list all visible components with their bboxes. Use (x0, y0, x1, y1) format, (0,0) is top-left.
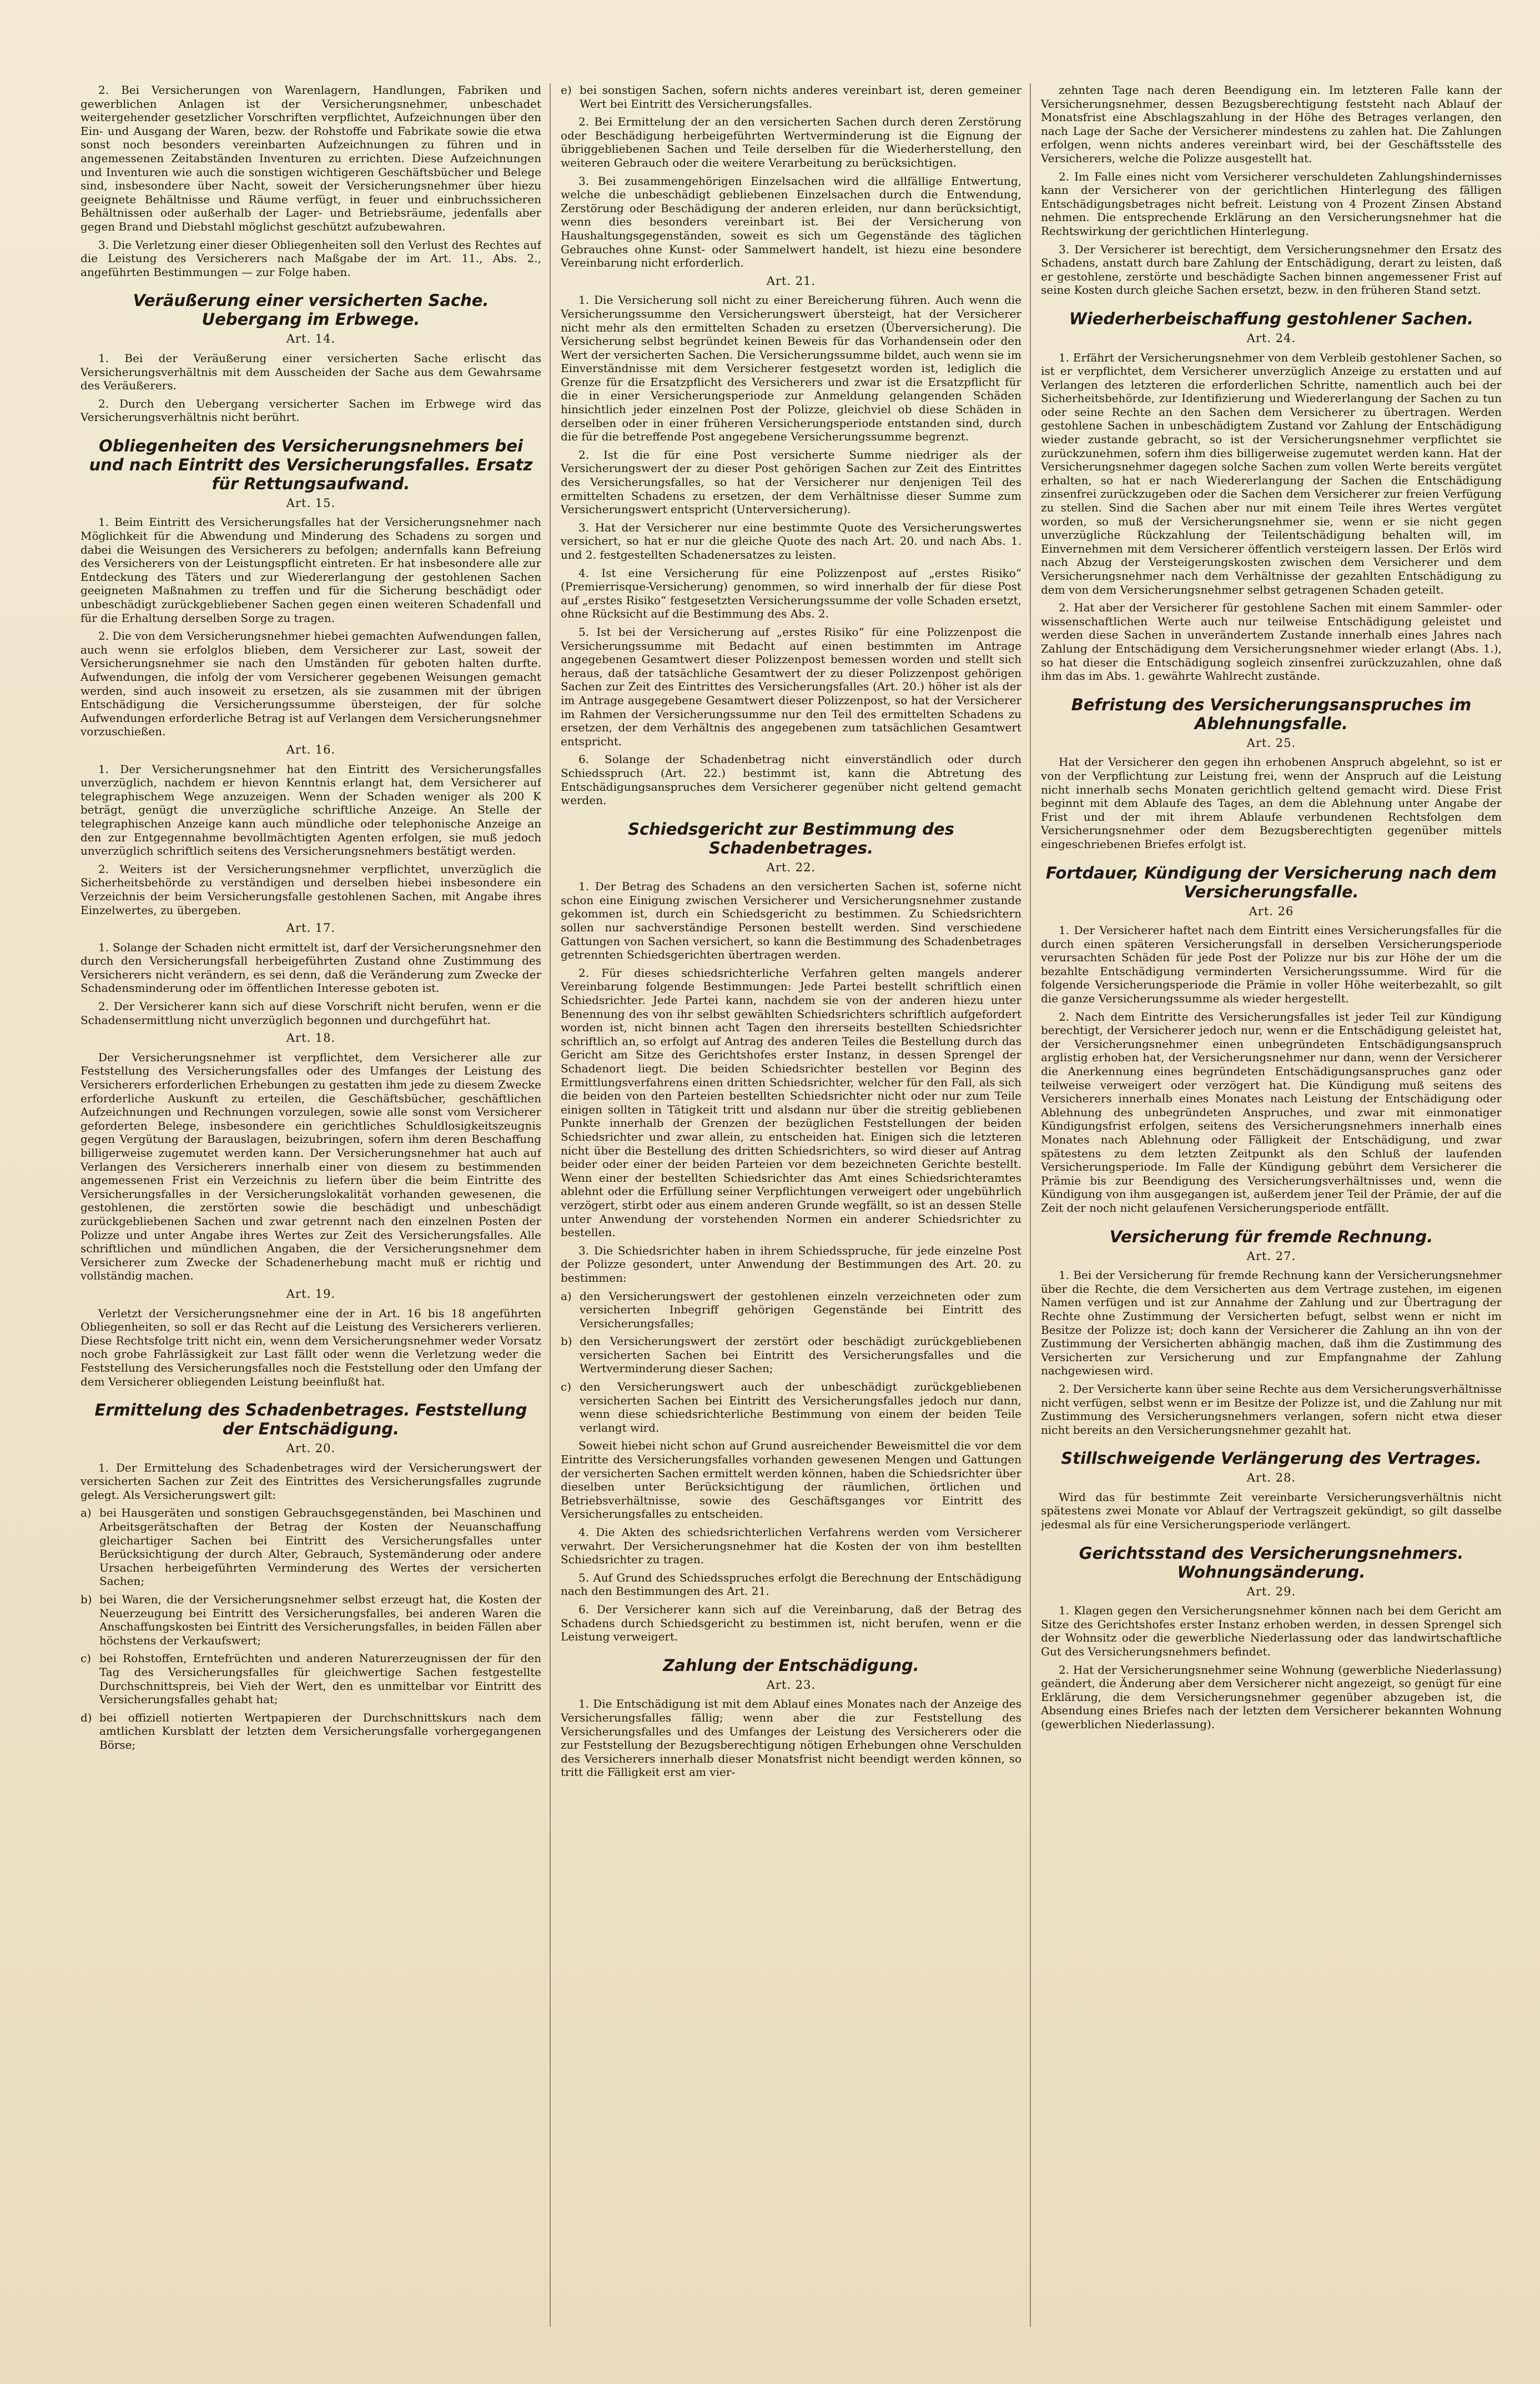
section-heading: Gerichtsstand des Versicherungsnehmers. Wohnungsänderung. (1079, 1543, 1464, 1582)
list-text: den Versicherungswert der zerstört oder beschädigt zurückgebliebenen versicherten Sachen bei Eintritt des Versicherungsfalles und die Wertverminderung dieser Sachen; (580, 1334, 1021, 1376)
paragraph: Der Versicherungsnehmer ist verpflichtet, dem Versicherer alle zur Feststellung des Versicherungsfalles oder des Umfanges der Leistung des Versicherers erforderlichen Erhebungen zu gestatten ihm jede zu diesem Zwecke erforderliche Auskunft zu erteilen, die Geschäftsbücher, geschäftlichen Aufzeichnungen und Rechnungen vorzulegen, sowie alle sonst vom Versicherer geforderten Belege, insbesondere ein gerichtliches Schuldlosigkeitszeugnis gegen Vergütung der Barauslagen, beizubringen, sofern ihm deren Beschaffung billigerweise zugemutet werden kann. Der Versicherungsnehmer hat auch auf Verlangen des Versicherers innerhalb einer von diesem zu bestimmenden angemessenen Frist ein Verzeichnis zu liefern über die beim Eintritte des Versicherungsfalles in der Versicherungslokalität vorhanden gewesenen, die gestohlenen, die zerstörten sowie die beschädigt und unbeschädigt zurückgebliebenen Sachen und zwar getrennt nach den einzelnen Posten der Polizze und unter Angabe ihres Wertes zur Zeit des Versicherungsfalles. Alle schriftlichen und mündlichen Angaben, die der Versicherungsnehmer dem Versicherer zum Zwecke der Schadenerhebung macht muß er richtig und vollständig machen. (80, 1050, 541, 1283)
paragraph: 2. Ist die für eine Post versicherte Summe niedriger als der Versicherungswert der zu dieser Post gehörigen Sachen zur Zeit des Eintrittes des Versicherungsfalles, so hat der Versicherer nur denjenigen Teil des ermittelten Schadens zu ersetzen, der dem Verhältnisse dieser Summe zum Versicherungswert entspricht (Unterversicherung). (561, 448, 1021, 516)
paragraph: 2. Der Versicherte kann über seine Rechte aus dem Versicherungsverhältnisse nicht verfügen, selbst wenn er im Besitze der Polizze ist, und die Zahlung nur mit Zustimmung des Versicherungsnehmers verlangen, sofern nicht etwa dieser nicht bereits an den Versicherungsnehmer gezahlt hat. (1041, 1382, 1502, 1437)
list-text: den Versicherungswert auch der unbeschädigt zurückgebliebenen versicherten Sachen bei Eintritt des Versicherungsfalles jedoch nur dann, wenn diese schiedsrichterliche Bestimmung von einem der beiden Teile verlangt wird. (580, 1380, 1021, 1434)
paragraph: 2. Durch den Uebergang versicherter Sachen im Erbwege wird das Versicherungsverhältnis nicht berührt. (80, 397, 541, 424)
section-heading: Versicherung für fremde Rechnung. (1109, 1227, 1433, 1246)
paragraph: 1. Der Versicherungsnehmer hat den Eintritt des Versicherungsfalles unverzüglich, nachdem er hievon Kenntnis erlangt hat, dem Versicherer auf telegraphischem Wege anzuzeigen. Wenn der Schaden weniger als 200 K beträgt, genügt die unverzügliche schriftliche Anzeige. An Stelle der telegraphischen Anzeige kann auch mündliche oder telephonische Anzeige an den zur Entgegennahme bevollmächtigten Agenten erfolgen, sie muß jedoch unverzüglich schriftlich seitens des Versicherungsnehmers bestätigt werden. (80, 762, 541, 858)
list-item (561, 1334, 1021, 1376)
list-item (80, 1593, 541, 1647)
article-number: Art. 28. (1246, 1471, 1296, 1485)
section-heading: Befristung des Versicherungsanspruches im Ablehnungsfalle. (1071, 695, 1472, 733)
section-heading: Wiederherbeischaffung gestohlener Sachen. (1069, 309, 1474, 328)
paragraph: 3. Die Schiedsrichter haben in ihrem Schiedsspruche, für jede einzelne Post der Polizze gesondert, unter Anwendung der Bestimmungen des Art. 20. zu bestimmen: (561, 1243, 1021, 1284)
paragraph: 4. Die Akten des schiedsrichterlichen Verfahrens werden vom Versicherer verwahrt. Der Versicherungsnehmer hat die Kosten der von ihm bestellten Schiedsrichter zu tragen. (561, 1525, 1021, 1567)
paragraph: 1. Bei der Versicherung für fremde Rechnung kann der Versicherungsnehmer über die Rechte, die dem Versicherten aus dem Vertrage zustehen, im eigenen Namen verfügen und ist zur Annahme der Zahlung und zur Übertragung der Rechte ohne Zustimmung der Versicherten befugt, selbst wenn er nicht im Besitze der Polizze ist; doch kann der Versicherer die Zahlung an ihn von der Zustimmung der Versicherten abhängig machen, daß ihm die Zustimmung des Versicherten zur Versicherung und zur Empfangnahme der Zahlung nachgewiesen wird. (1041, 1268, 1502, 1378)
list-text: bei offiziell notierten Wertpapieren der Durchschnittskurs nach dem amtlichen Kursblatt der letzten dem Versicherungsfalle vorhergegangenen Börse; (99, 1710, 541, 1751)
column-rule (550, 83, 551, 2327)
paragraph: 2. Nach dem Eintritte des Versicherungsfalles ist jeder Teil zur Kündigung berechtigt, der Versicherer jedoch nur, wenn er die Entschädigung geleistet hat, der Versicherungsnehmer einen unbegründeten Entschädigungsanspruch arglistig erhoben hat, der Versicherungsnehmer nur dann, wenn der Versicherer die Anerkennung eines begründeten Entschädigungsanspruches ganz oder teilweise verweigert oder verzögert hat. Die Kündigung muß seitens des Versicherers innerhalb eines Monates nach Leistung der Entschädigung oder Ablehnung des unbegründeten Anspruches, und zwar mit einmonatiger Kündigungsfrist erfolgen, seitens des Versicherungsnehmers innerhalb eines Monates nach Ablehnung oder Fälligkeit der Entschädigung, und zwar spätestens zu dem letzten Zeitpunkt als den Schluß der laufenden Versicherungsperiode. Im Falle der Kündigung gebührt dem Versicherer die Prämie bis zur Beendigung des Versicherungsverhältnisses und, wenn die Kündigung von ihm ausgegangen ist, außerdem jener Teil der Prämie, der auf die Zeit der noch nicht gelaufenen Versicherungsperiode entfällt. (1041, 1010, 1502, 1214)
paragraph: 2. Im Falle eines nicht vom Versicherer verschuldeten Zahlungshindernisses kann der Versicherer von der gerichtlichen Hinterlegung des fälligen Entschädigungsbetrages nicht befreit. Leistung von 4 Prozent Zinsen Abstand nehmen. Die entsprechende Erklärung an den Versicherungsnehmer hat die Rechtswirkung der gerichtlichen Hinterlegung. (1041, 169, 1502, 238)
paragraph: 1. Erfährt der Versicherungsnehmer von dem Verbleib gestohlener Sachen, so ist er verpflichtet, dem Versicherer unverzüglich Anzeige zu erstatten und auf Verlangen des letzteren die erforderlichen Schritte, namentlich auch bei der Sicherheitsbehörde, zur Identifizierung und Wiedererlangung der Sachen zu tun oder seine Rechte an den Sachen dem Versicherer zu übertragen. Werden gestohlene Sachen in unbeschädigtem Zustand vor Zahlung der Entschädigung wieder zustande gebracht, so ist der Versicherungsnehmer verpflichtet sie zurückzunehmen, sofern ihm dies billigerweise zugemutet werden kann. Hat der Versicherungsnehmer dagegen solche Sachen zum vollen Werte bereits vergütet erhalten, so hat er nach Wiedererlangung der Sachen die Entschädigung zinsenfrei zurückzugeben oder die Sachen dem Versicherer zur freien Verfügung zu stellen. Sind die Sachen aber nur mit einem Teile ihres Wertes vergütet worden, so muß der Versicherungsnehmer sie, wenn er sie nicht gegen unverzügliche Rückzahlung der Teilentschädigung behalten will, im Einvernehmen mit dem Versicherer öffentlich versteigern lassen. Der Erlös wird nach Abzug der Versteigerungskosten zwischen dem Versicherer und dem Versicherungsnehmer nach dem Verhältnisse der gezahlten Entschädigung zu dem von dem Versicherungsnehmer selbst getragenen Schaden geteilt. (1041, 350, 1502, 596)
paragraph: 5. Auf Grund des Schiedsspruches erfolgt die Berechnung der Entschädigung nach den Bestimmungen des Art. 21. (561, 1570, 1021, 1598)
paragraph: 5. Ist bei der Versicherung auf „erstes Risiko“ für eine Polizzenpost die Versicherungssumme mit Bedacht auf einen bestimmten im Antrage angegebenen Gesamtwert dieser Polizzenpost bemessen worden und stellt sich heraus, daß der tatsächliche Gesamtwert der zu dieser Polizzenpost gehörigen Sachen zur Zeit des Eintrittes des Versicherungsfalles (Art. 20.) höher ist als der im Antrage ausgegebene Gesamtwert dieser Polizzenpost, so hat der Versicherer im Rahmen der Versicherungssumme nur den Teil des ermittelten Schadens zu ersetzen, der dem Verhältnis des angegebenen zum tatsächlichen Gesamtwert entspricht. (561, 625, 1021, 748)
list-item (561, 83, 1021, 111)
section-heading: Ermittelung des Schadenbetrages. Feststellung der Entschädigung. (94, 1401, 527, 1439)
paragraph: 1. Die Versicherung soll nicht zu einer Bereicherung führen. Auch wenn die Versicherungssumme den Versicherungswert übersteigt, hat der Versicherer nicht mehr als den ermittelten Schaden zu ersetzen (Überversicherung). Die Versicherung selbst begründet keinen Beweis für das Vorhandensein oder den Wert der versicherten Sachen. Die Versicherungssumme bildet, auch wenn sie im Einverständnisse mit dem Versicherer festgesetzt worden ist, lediglich die Grenze für die Ersatzpflicht des Versicherers und zwar ist die Ersatzpflicht für die in einer Versicherungsperiode zur Anmeldung gelangenden Schäden hinsichtlich jeder einzelnen Post der Polizze, gleichviel ob diese Schäden in derselben oder in einer früheren Versicherungsperiode entstanden sind, durch die für die betreffende Post angegebene Versicherungssumme begrenzt. (561, 293, 1021, 444)
paragraph: 3. Der Versicherer ist berechtigt, dem Versicherungsnehmer den Ersatz des Schadens, anstatt durch bare Zahlung der Entschädigung, derart zu leisten, daß er gestohlene, zerstörte und beschädigte Sachen binnen angemessener Frist auf seine Kosten durch gleiche Sachen ersetzt, bezw. in den früheren Stand setzt. (1041, 242, 1502, 297)
paragraph: 2. Für dieses schiedsrichterliche Verfahren gelten mangels anderer Vereinbarung folgende Bestimmungen: Jede Partei bestellt schriftlich einen Schiedsrichter. Jede Partei kann, nachdem sie von der anderen hiezu unter Benennung des von ihr selbst gewählten Schiedsrichters schriftlich aufgefordert worden ist, nicht binnen acht Tagen den ihrerseits bestellten Schiedsrichter schriftlich an, so erfolgt auf Antrag des anderen Teiles die Bestellung durch das Gericht am Sitze des Gerichtshofes erster Instanz, in dessen Sprengel der Schadenort liegt. Die beiden Schiedsrichter bestellen vor Beginn des Ermittlungsverfahrens einen dritten Schiedsrichter, welcher für den Fall, als sich die beiden von den Parteien bestellten Schiedsrichter nicht oder nur zum Teile einigen sollten in Tätigkeit tritt und alsdann nur über die streitig gebliebenen Punkte innerhalb der Grenzen der bezüglichen Feststellungen der beiden Schiedsrichter und zwar allein, zu entscheiden hat. Einigen sich die letzteren nicht über die Bestellung des dritten Schiedsrichters, so wird dieser auf Antrag beider oder einer der beiden Parteien vor dem bezeichneten Gerichte bestellt. Wenn einer der bestellten Schiedsrichter das Amt eines Schiedsrichteramtes ablehnt oder die Erfüllung seiner Verpflichtungen verweigert oder ungebührlich verzögert, stirbt oder aus einem anderen Grunde wegfällt, so ist an dessen Stelle unter Anwendung der vorstehenden Normen ein anderer Schiedsrichter zu bestellen. (561, 966, 1021, 1239)
list-label: d) (80, 1710, 92, 1724)
column-middle (561, 83, 1021, 2349)
paragraph: 2. Die von dem Versicherungsnehmer hiebei gemachten Aufwendungen fallen, auch wenn sie erfolglos blieben, dem Versicherer zur Last, soweit der Versicherungsnehmer sie nach den Umständen für geboten halten durfte. Aufwendungen, die infolg der vom Versicherer gegebenen Weisungen gemacht werden, sind auch insoweit zu ersetzen, als sie zusammen mit der übrigen Entschädigung die Versicherungssumme übersteigen, der für solche Aufwendungen erforderliche Betrag ist auf Verlangen dem Versicherungsnehmer vorzuschießen. (80, 629, 541, 739)
list-text: bei Rohstoffen, Erntefrüchten und anderen Naturerzeugnissen der für den Tag des Versicherungsfalles für gleichwertige Sachen festgestellte Durchschnittspreis, bei Vieh der Wert, den es unmittelbar vor Eintritt des Versicherungsfalles gehabt hat; (99, 1652, 541, 1707)
paragraph: 2. Hat aber der Versicherer für gestohlene Sachen mit einem Sammler- oder wissenschaftlichen Werte auch nur teilweise Entschädigung geleistet und werden diese Sachen in unverändertem Zustande innerhalb eines Jahres nach Zahlung der Entschädigung dem Versicherungsnehmer wieder erlangt (Abs. 1.), so hat dieser die Entschädigung sogleich zinsenfrei zurückzuzahlen, ohne daß ihm das im Abs. 1. gewährte Wahlrecht zustände. (1041, 601, 1502, 683)
paragraph: Wird das für bestimmte Zeit vereinbarte Versicherungsverhältnis nicht spätestens zwei Monate vor Ablauf der Vertragszeit gekündigt, so gilt dasselbe jedesmal als für eine Versicherungsperiode verlängert. (1041, 1490, 1502, 1532)
article-number: Art. 20. (286, 1442, 336, 1456)
list-item (80, 1652, 541, 1706)
paragraph: 6. Der Versicherer kann sich auf die Vereinbarung, daß der Betrag des Schadens durch Schiedsgericht zu bestimmen ist, nicht berufen, wenn er die Leistung verweigert. (561, 1602, 1021, 1644)
section-heading: Zahlung der Entschädigung. (663, 1655, 919, 1675)
column-left (80, 83, 541, 2349)
paragraph: 2. Bei Ermittelung der an den versicherten Sachen durch deren Zerstörung oder Beschädigung herbeigeführten Wertverminderung ist die Eignung der übriggebliebenen Sachen und Teile derselben für die Wiederherstellung, den weiteren Gebrauch oder die weitere Verarbeitung zu berücksichtigen. (561, 115, 1021, 169)
list-text: bei Waren, die der Versicherungsnehmer selbst erzeugt hat, die Kosten der Neuerzeugung bei Eintritt des Versicherungsfalles, bei anderen Waren die Anschaffungskosten bei Eintritt des Versicherungsfalles, in beiden Fällen aber höchstens der Verkaufswert; (99, 1593, 541, 1647)
paragraph: 2. Der Versicherer kann sich auf diese Vorschrift nicht berufen, wenn er die Schadensermittlung nicht unverzüglich begonnen und durchgeführt hat. (80, 1000, 541, 1027)
article-number: Art. 22. (766, 860, 816, 874)
article-number: Art. 16. (286, 742, 336, 756)
article-number: Art. 17. (286, 921, 336, 935)
article-number: Art. 25. (1246, 736, 1296, 750)
section-heading: Veräußerung einer versicherten Sache. Uebergang im Erbwege. (133, 291, 489, 329)
paragraph: 1. Der Ermittelung des Schadenbetrages wird der Versicherungswert der versicherten Sachen zur Zeit des Eintrittes des Versicherungsfalles zugrunde gelegt. Als Versicherungswert gilt: (80, 1460, 541, 1502)
paragraph: 3. Bei zusammengehörigen Einzelsachen wird die allfällige Entwertung, welche die unbeschädigt gebliebenen Einzelsachen durch die Entwendung, Zerstörung oder Beschädigung der anderen erleiden, nur dann berücksichtigt, wenn dies besonders vereinbart ist. Bei der Versicherung von Haushaltungsgegenständen, soweit es sich um Gegenstände des täglichen Gebrauches ohne Kunst- oder Sammelwert handelt, ist hiezu eine besondere Vereinbarung nicht erforderlich. (561, 174, 1021, 270)
list-text: bei Hausgeräten und sonstigen Gebrauchsgegenständen, bei Maschinen und Arbeitsgerätschaften der Betrag der Kosten der Neuanschaffung gleichartiger Sachen bei Eintritt des Versicherungsfalles unter Berücksichtigung der durch Alter, Gebrauch, Systemänderung oder andere Ursachen herbeigeführten Verminderung des Wertes der versicherten Sachen; (99, 1506, 541, 1588)
list-item (561, 1380, 1021, 1434)
paragraph: zehnten Tage nach deren Beendigung ein. Im letzteren Falle kann der Versicherungsnehmer, dessen Bezugsberechtigung feststeht nach Ablauf der Monatsfrist eine Abschlagszahlung in der Höhe des Betrages verlangen, den nach Lage der Sache der Versicherer mindestens zu zahlen hat. Die Zahlungen erfolgen, wenn nichts anderes vereinbart wird, bei der Geschäftsstelle des Versicherers, welche die Polizze ausgestellt hat. (1041, 83, 1502, 165)
paragraph: 2. Weiters ist der Versicherungsnehmer verpflichtet, unverzüglich die Sicherheitsbehörde zu verständigen und derselben hiebei insbesondere ein Verzeichnis der beim Versicherungsfalle gestohlenen Sachen, mit Angabe ihres Einzelwertes, zu übergeben. (80, 862, 541, 917)
paragraph: 6. Solange der Schadenbetrag nicht einverständlich oder durch Schiedsspruch (Art. 22.) bestimmt ist, kann die Abtretung des Entschädigungsanspruches dem Versicherer gegenüber nicht geltend gemacht werden. (561, 752, 1021, 807)
list-label: a) (80, 1506, 92, 1520)
paragraph: Hat der Versicherer den gegen ihn erhobenen Anspruch abgelehnt, so ist er von der Verpflichtung zur Leistung frei, wenn der Anspruch auf die Leistung nicht innerhalb sechs Monaten gerichtlich geltend gemacht wird. Diese Frist beginnt mit dem Ablaufe des Tages, an dem die Ablehnung unter Angabe der Frist und der mit ihrem Ablaufe verbundenen Rechtsfolgen dem Versicherungsnehmer oder dem Bezugsberechtigten gegenüber mittels eingeschriebenen Briefes erfolgt ist. (1041, 755, 1502, 851)
paragraph: 1. Klagen gegen den Versicherungsnehmer können nach bei dem Gericht am Sitze des Gerichtshofes erster Instanz erhoben werden, in dessen Sprengel sich der Wohnsitz oder die gewerbliche Niederlassung oder das landwirtschaftliche Gut des Versicherungsnehmers befindet. (1041, 1604, 1502, 1659)
section-heading: Schiedsgericht zur Bestimmung des Schadenbetrages. (628, 819, 954, 857)
list-text: bei sonstigen Sachen, sofern nichts anderes vereinbart ist, deren gemeiner Wert bei Eintritt des Versicherungsfalles. (580, 83, 1021, 111)
article-number: Art. 23. (766, 1678, 816, 1692)
paragraph: 1. Solange der Schaden nicht ermittelt ist, darf der Versicherungsnehmer den durch den Versicherungsfall herbeigeführten Zustand ohne Zustimmung des Versicherers nicht verändern, es sei denn, daß die Veränderung zum Zwecke der Schadensminderung oder im öffentlichen Interesse geboten ist. (80, 940, 541, 995)
column-right (1041, 83, 1502, 2349)
list-item (561, 1289, 1021, 1331)
article-number: Art. 26 (1249, 904, 1294, 918)
paragraph: 1. Der Versicherer haftet nach dem Eintritt eines Versicherungsfalles für die durch einen späteren Versicherungsfall in derselben Versicherungsperiode verursachten Schäden für jede Post der Polizze nur bis zur Höhe der um die bezahlte Entschädigung verminderten Versicherungssumme. Wird für die folgende Versicherungsperiode die Prämie in voller Höhe weiterbezahlt, so gilt die ganze Versicherungssumme als wieder hergestellt. (1041, 924, 1502, 1006)
article-number: Art. 19. (286, 1287, 336, 1301)
list-label: e) (561, 83, 572, 97)
list-label: b) (561, 1334, 572, 1348)
list-item (80, 1711, 541, 1752)
list-label: c) (561, 1380, 572, 1394)
section-heading: Obliegenheiten des Versicherungsnehmers bei und nach Eintritt des Versicherungsfalles. Ersatz für Rettungsaufwand. (89, 436, 533, 493)
column-rule (1030, 83, 1031, 2327)
article-number: Art. 14. (286, 332, 336, 346)
article-number: Art. 18. (286, 1031, 336, 1045)
article-number: Art. 29. (1246, 1584, 1296, 1598)
section-heading: Stillschweigende Verlängerung des Vertrages. (1061, 1449, 1482, 1468)
article-number: Art. 21. (766, 274, 816, 288)
paragraph: Soweit hiebei nicht schon auf Grund ausreichender Beweismittel die vor dem Eintritte des Versicherungsfalles vorhanden gewesenen Mengen und Gattungen der versicherten Sachen ermittelt werden können, haben die Schiedsrichter über dieselben unter Berücksichtigung der räumlichen, örtlichen und Betriebsverhältnisse, sowie des Geschäftsganges vor Eintritt des Versicherungsfalles zu entscheiden. (561, 1439, 1021, 1521)
article-number: Art. 15. (286, 496, 336, 510)
list-text: den Versicherungswert der gestohlenen einzeln verzeichneten oder zum versicherten Inbegriff gehörigen Gegenstände bei Eintritt des Versicherungsfalles; (580, 1289, 1021, 1330)
paragraph: 1. Der Betrag des Schadens an den versicherten Sachen ist, soferne nicht schon eine Einigung zwischen Versicherer und Versicherungsnehmer zustande gekommen ist, durch ein Schiedsgericht zu bestimmen. Zu Schiedsrichtern sollen nur sachverständige Personen bestellt werden. Sind verschiedene Gattungen von Sachen versichert, so kann die Bestimmung des Schadenbetrages getrennten Schiedsgerichten übertragen werden. (561, 880, 1021, 962)
paragraph: 1. Beim Eintritt des Versicherungsfalles hat der Versicherungsnehmer nach Möglichkeit für die Abwendung und Minderung des Schadens zu sorgen und dabei die Weisungen des Versicherers zu befolgen; andernfalls kann Befreiung des Versicherers von der Leistungspflicht eintreten. Er hat insbesondere alle zur Entdeckung des Täters und zur Wiedererlangung der gestohlenen Sachen geeigneten Maßnahmen zu treffen und für die Sicherung beschädigt oder unbeschädigt zurückgebliebener Sachen gegen einen weiteren Schadenfall und für die Erhaltung derselben Sorge zu tragen. (80, 515, 541, 625)
paragraph: 2. Bei Versicherungen von Warenlagern, Handlungen, Fabriken und gewerblichen Anlagen ist der Versicherungsnehmer, unbeschadet weitergehender gesetzlicher Vorschriften verpflichtet, Aufzeichnungen über den Ein- und Ausgang der Waren, bezw. der Rohstoffe und Fabrikate sowie die etwa sonst noch besonders vereinbarten Aufzeichnungen zu führen und in angemessenen Zeitabständen Inventuren zu errichten. Diese Aufzeichnungen und Inventuren wie auch die sonstigen wichtigeren Geschäftsbücher und Belege sind, insbesondere über Nacht, soweit der Versicherungsnehmer über hiezu geeignete Behältnisse und Räume verfügt, in feuer und einbruchssicheren Behältnissen oder außerhalb der Lager- und Betriebsräume, jedenfalls aber gegen Brand und Diebstahl möglichst geschützt aufzubewahren. (80, 83, 541, 233)
list-item (80, 1506, 541, 1588)
paragraph: Verletzt der Versicherungsnehmer eine der in Art. 16 bis 18 angeführten Obliegenheiten, so soll er das Recht auf die Leistung des Versicherers verlieren. Diese Rechtsfolge tritt nicht ein, wenn dem Versicherungsnehmer weder Vorsatz noch grobe Fahrlässigkeit zur Last fällt oder wenn die Verletzung weder die Feststellung des Versicherungsfalles noch die Feststellung oder den Umfang der dem Versicherer obliegenden Leistung beeinflußt hat. (80, 1306, 541, 1388)
paragraph: 3. Hat der Versicherer nur eine bestimmte Quote des Versicherungswertes versichert, so hat er nur die gleiche Quote des nach Art. 20. und nach Abs. 1. und 2. festgestellten Schadenersatzes zu leisten. (561, 520, 1021, 561)
paragraph: 1. Bei der Veräußerung einer versicherten Sache erlischt das Versicherungsverhältnis mit dem Ausscheiden der Sache aus dem Gewahrsame des Veräußerers. (80, 351, 541, 393)
paragraph: 3. Die Verletzung einer dieser Obliegenheiten soll den Verlust des Rechtes auf die Leistung des Versicherers nach Maßgabe der im Art. 11., Abs. 2., angeführten Bestimmungen — zur Folge haben. (80, 238, 541, 279)
list-label: b) (80, 1593, 92, 1607)
paragraph: 2. Hat der Versicherungsnehmer seine Wohnung (gewerbliche Niederlassung) geändert, die Änderung aber dem Versicherer nicht angezeigt, so genügt für eine Erklärung, die dem Versicherungsnehmer gegenüber abzugeben ist, die Absendung eines Briefes nach der letzten dem Versicherer bekannten Wohnung (gewerblichen Niederlassung). (1041, 1663, 1502, 1731)
section-heading: Fortdauer, Kündigung der Versicherung nach dem Versicherungsfalle. (1045, 863, 1497, 901)
paragraph: 4. Ist eine Versicherung für eine Polizzenpost auf „erstes Risiko“ (Premierrisque-Versicherung) genommen, so wird innerhalb der für diese Post auf „erstes Risiko“ festgesetzten Versicherungssumme der volle Schaden ersetzt, ohne Rücksicht auf die Bestimmung des Abs. 2. (561, 566, 1021, 621)
paragraph: 1. Die Entschädigung ist mit dem Ablauf eines Monates nach der Anzeige des Versicherungsfalles fällig; wenn aber die zur Feststellung des Versicherungsfalles und des Umfanges der Leistung des Versicherers oder die zur Feststellung der Bezugsberechtigung nötigen Erhebungen ohne Verschulden des Versicherers innerhalb dieser Monatsfrist nicht beendigt werden können, so tritt die Fälligkeit erst am vier- (561, 1697, 1021, 1779)
list-label: a) (561, 1289, 572, 1303)
list-label: c) (80, 1652, 92, 1665)
article-number: Art. 24. (1246, 331, 1296, 345)
article-number: Art. 27. (1246, 1249, 1296, 1263)
